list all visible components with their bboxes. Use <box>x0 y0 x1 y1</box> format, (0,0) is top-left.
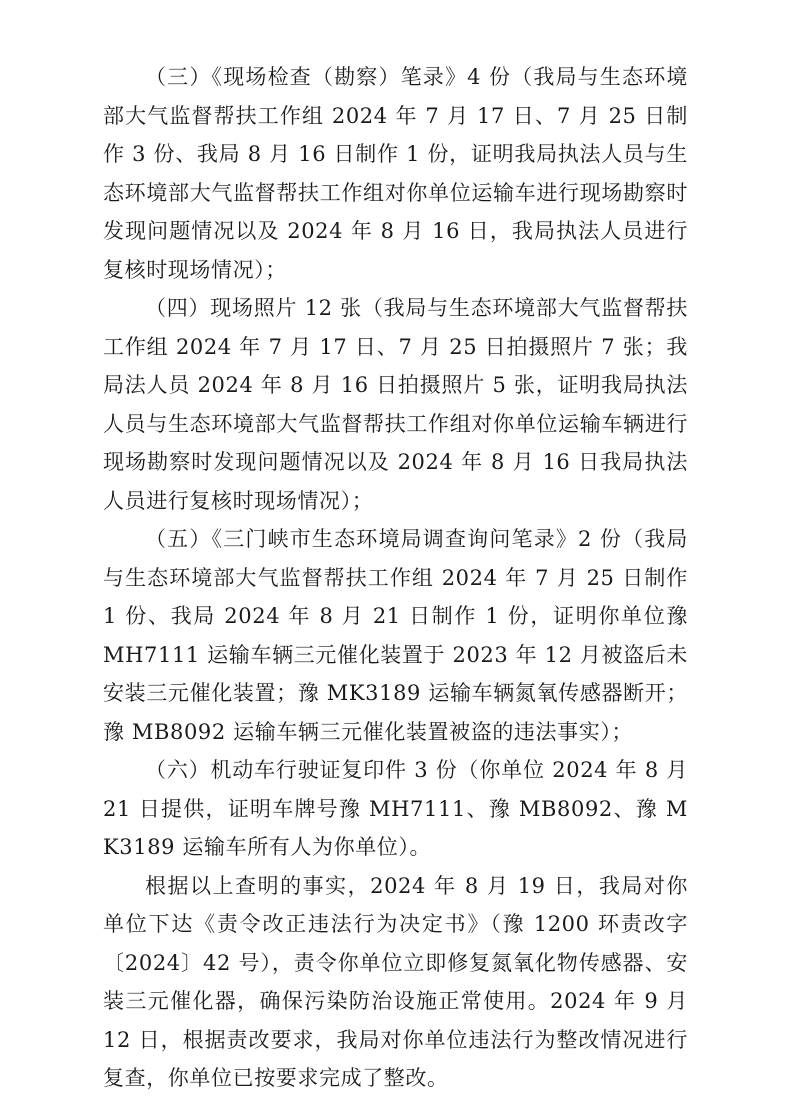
evidence-paragraph-5: （五）《三门峡市生态环境局调查询问笔录》2 份（我局与生态环境部大气监督帮扶工作组 2024 年 7 月 25 日制作 1 份、我局 2024 年 8 月 21 日制作 1 份，证明你单位豫 MH7111 运输车辆三元催化装置于 2023 年 12 月被盗后未安装三元催化装置；豫 MK3189 运输车辆氮氧传感器断开；豫 MB8092 运输车辆三元催化装置被盗的违法事实）； <box>103 527 688 744</box>
evidence-paragraph-3: （三）《现场检查（勘察）笔录》4 份（我局与生态环境部大气监督帮扶工作组 2024 年 7 月 17 日、7 月 25 日制作 3 份、我局 8 月 16 日制作 1 份，证明我局执法人员与生态环境部大气监督帮扶工作组对你单位运输车进行现场勘察时发现问题情况以及 2024 年 8 月 16 日，我局执法人员进行复核时现场情况）； <box>103 65 688 282</box>
evidence-paragraph-4: （四）现场照片 12 张（我局与生态环境部大气监督帮扶工作组 2024 年 7 月 17 日、7 月 25 日拍摄照片 7 张；我局法人员 2024 年 8 月 16 日拍摄照片 5 张，证明我局执法人员与生态环境部大气监督帮扶工作组对你单位运输车辆进行现场勘察时发现问题情况以及 2024 年 8 月 16 日我局执法人员进行复核时现场情况）； <box>103 296 688 513</box>
evidence-paragraph-6: （六）机动车行驶证复印件 3 份（你单位 2024 年 8 月 21 日提供，证明车牌号豫 MH7111、豫 MB8092、豫 MK3189 运输车所有人为你单位）。 <box>103 758 688 859</box>
findings-paragraph: 根据以上查明的事实，2024 年 8 月 19 日，我局对你单位下达《责令改正违法行为决定书》（豫 1200 环责改字〔2024〕42 号），责令你单位立即修复氮氧化物传感器、安装三元催化器，确保污染防治设施正常使用。2024 年 9 月 12 日，根据责改要求，我局对你单位违法行为整改情况进行复查，你单位已按要求完成了整改。 <box>103 873 688 1090</box>
document-body <box>103 58 688 1098</box>
